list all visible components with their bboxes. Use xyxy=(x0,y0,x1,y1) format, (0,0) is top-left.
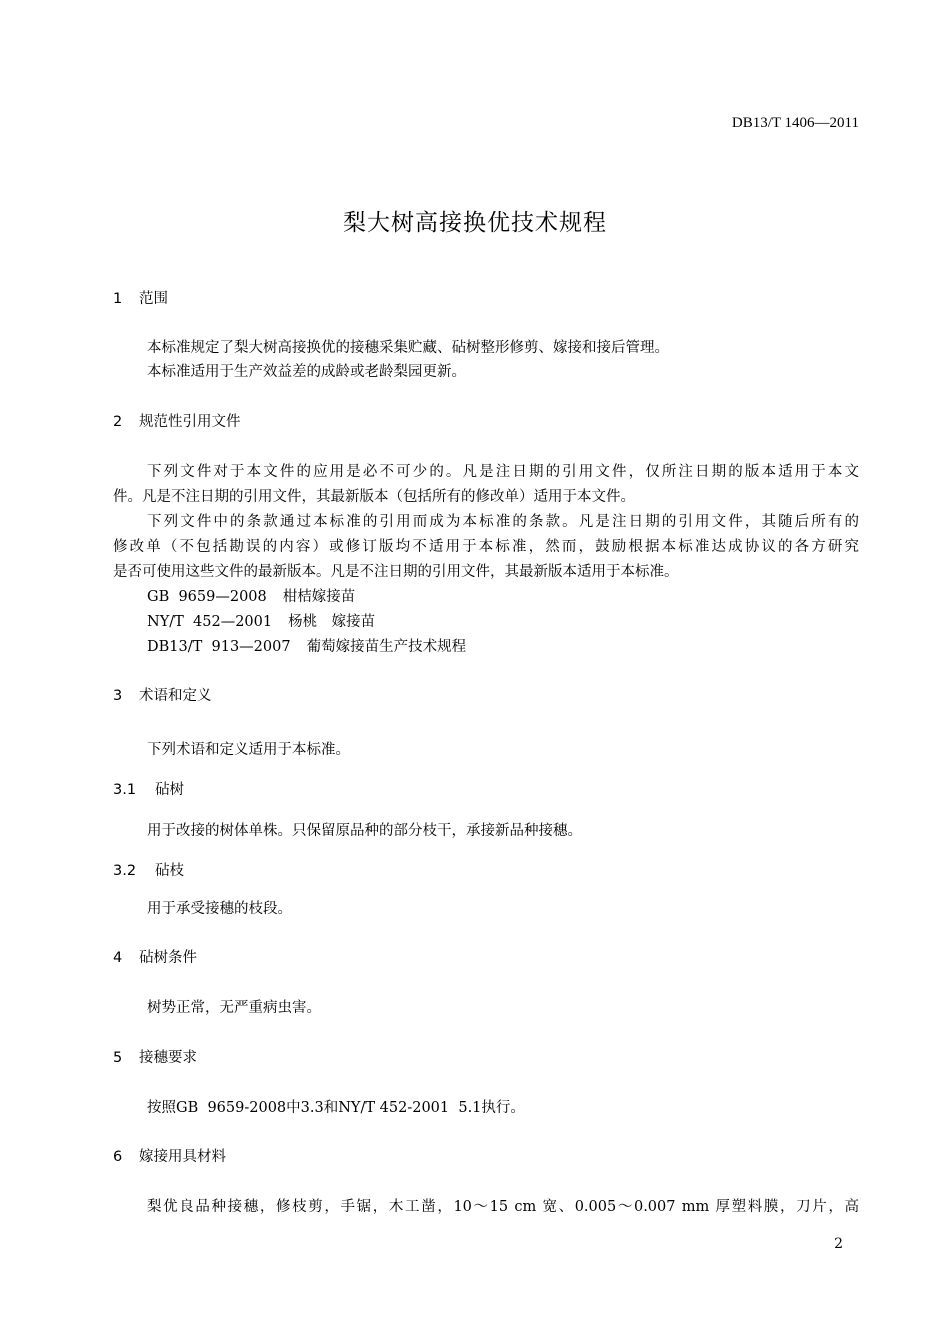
reference-item xyxy=(147,585,355,606)
paragraph-line: 下列文件对于本文件的应用是必不可少的。凡是注日期的引用文件，仅所注日期的版本适用于本文 xyxy=(147,464,859,480)
section-6-heading xyxy=(113,1145,226,1166)
section-5-heading xyxy=(113,1046,197,1067)
page-number: 2 xyxy=(834,1236,843,1252)
section-number: 3.2 xyxy=(113,863,137,879)
reference-title: 葡萄嫁接苗生产技术规程 xyxy=(306,639,467,655)
reference-title: 柑桔嫁接苗 xyxy=(282,589,356,605)
reference-code: NY/T 452—2001 xyxy=(147,614,273,630)
paragraph: 本标准适用于生产效益差的成龄或老龄梨园更新。 xyxy=(147,364,466,380)
section-title: 范围 xyxy=(139,291,168,307)
paragraph-line: 梨优良品种接穗，修枝剪，手锯，木工凿，10～15 cm 宽、0.005～0.007 mm 厚塑料膜，刀片，高 xyxy=(147,1199,859,1215)
paragraph: 树势正常，无严重病虫害。 xyxy=(147,1000,321,1016)
section-title: 接穗要求 xyxy=(139,1050,197,1066)
section-title: 砧树条件 xyxy=(139,950,197,966)
paragraph-line: 件。凡是不注日期的引用文件，其最新版本（包括所有的修改单）适用于本文件。 xyxy=(113,489,635,505)
reference-code: DB13/T 913—2007 xyxy=(147,639,291,655)
reference-item xyxy=(147,635,466,656)
section-2-heading xyxy=(113,410,241,431)
paragraph: 本标准规定了梨大树高接换优的接穗采集贮藏、砧树整形修剪、嫁接和接后管理。 xyxy=(147,340,669,356)
paragraph-line: 下列文件中的条款通过本标准的引用而成为本标准的条款。凡是注日期的引用文件，其随后所有的 xyxy=(147,514,859,530)
paragraph-line: 修改单（不包括勘误的内容）或修订版均不适用于本标准，然而，鼓励根据本标准达成协议的各方研究 xyxy=(113,539,859,555)
paragraph: 用于改接的树体单株。只保留原品种的部分枝干，承接新品种接穗。 xyxy=(147,823,582,839)
reference-title: 杨桃 嫁接苗 xyxy=(288,614,376,630)
section-title: 规范性引用文件 xyxy=(139,414,241,430)
section-number: 6 xyxy=(113,1149,123,1165)
section-title: 砧枝 xyxy=(155,863,184,879)
section-title: 术语和定义 xyxy=(139,688,212,704)
section-number: 5 xyxy=(113,1050,123,1066)
page-title: 梨大树高接换优技术规程 xyxy=(343,210,607,236)
section-1-heading xyxy=(113,287,168,308)
subsection-3-1-heading xyxy=(113,778,184,799)
section-number: 3 xyxy=(113,688,123,704)
document-number: DB13/T 1406—2011 xyxy=(731,115,859,131)
subsection-3-2-heading xyxy=(113,859,184,880)
section-title: 嫁接用具材料 xyxy=(139,1149,226,1165)
section-4-heading xyxy=(113,946,197,967)
paragraph: 用于承受接穗的枝段。 xyxy=(147,901,292,917)
section-3-heading xyxy=(113,684,212,705)
paragraph-line: 是否可使用这些文件的最新版本。凡是不注日期的引用文件，其最新版本适用于本标准。 xyxy=(113,564,679,580)
paragraph: 下列术语和定义适用于本标准。 xyxy=(147,742,350,758)
reference-code: GB 9659—2008 xyxy=(147,589,267,605)
section-number: 1 xyxy=(113,291,123,307)
paragraph: 按照GB 9659-2008中3.3和NY/T 452-2001 5.1执行。 xyxy=(147,1100,525,1116)
section-number: 2 xyxy=(113,414,123,430)
reference-item xyxy=(147,610,375,631)
section-title: 砧树 xyxy=(155,782,184,798)
section-number: 4 xyxy=(113,950,123,966)
section-number: 3.1 xyxy=(113,782,137,798)
